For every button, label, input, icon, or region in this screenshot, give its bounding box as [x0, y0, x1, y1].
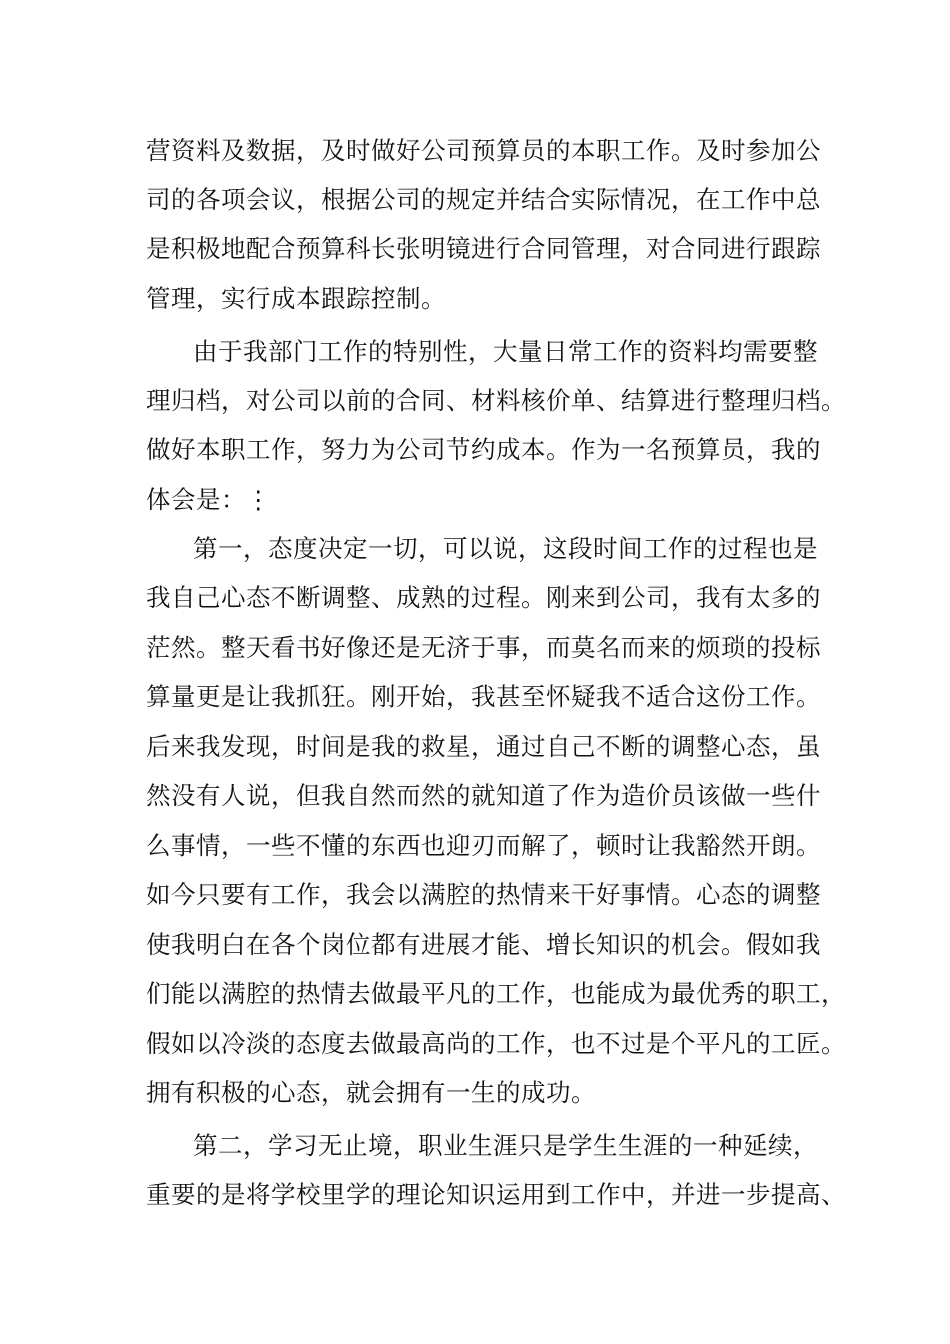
text-line: 营资料及数据，及时做好公司预算员的本职工作。及时参加公 — [146, 136, 821, 165]
text-line: 拥有积极的心态，就会拥有一生的成功。 — [146, 1078, 596, 1107]
paragraph-first-line: 第二，学习无止境，职业生涯只是学生生涯的一种延续， — [193, 1131, 818, 1160]
text-line: 理归档，对公司以前的合同、材料核价单、结算进行整理归档。 — [146, 386, 846, 415]
text-line: 们能以满腔的热情去做最平凡的工作，也能成为最优秀的职工， — [146, 979, 846, 1008]
text-line: 茫然。整天看书好像还是无济于事，而莫名而来的烦琐的投标 — [146, 633, 821, 662]
text-line: 算量更是让我抓狂。刚开始，我甚至怀疑我不适合这份工作。 — [146, 682, 821, 711]
text-line: 后来我发现，时间是我的救星，通过自己不断的调整心态，虽 — [146, 732, 821, 761]
text-line: 如今只要有工作，我会以满腔的热情来干好事情。心态的调整 — [146, 880, 821, 909]
text-line: 使我明白在各个岗位都有进展才能、增长知识的机会。假如我 — [146, 930, 821, 959]
paragraph-first-line: 第一，态度决定一切，可以说，这段时间工作的过程也是 — [193, 534, 818, 563]
text-line: 司的各项会议，根据公司的规定并结合实际情况，在工作中总 — [146, 185, 821, 214]
text-line: 假如以冷淡的态度去做最高尚的工作，也不过是个平凡的工匠。 — [146, 1029, 846, 1058]
text-line: 我自己心态不断调整、成熟的过程。刚来到公司，我有太多的 — [146, 583, 821, 612]
paragraph-first-line: 由于我部门工作的特别性，大量日常工作的资料均需要整 — [193, 337, 818, 366]
text-line: 体会是：⋮ — [146, 485, 271, 514]
text-line: 是积极地配合预算科长张明镜进行合同管理，对合同进行跟踪 — [146, 234, 821, 263]
text-line: 么事情，一些不懂的东西也迎刃而解了，顿时让我豁然开朗。 — [146, 831, 821, 860]
text-line: 重要的是将学校里学的理论知识运用到工作中，并进一步提高、 — [146, 1180, 846, 1209]
text-line: 然没有人说，但我自然而然的就知道了作为造价员该做一些什 — [146, 781, 821, 810]
text-line: 管理，实行成本跟踪控制。 — [146, 284, 446, 313]
text-line: 做好本职工作，努力为公司节约成本。作为一名预算员，我的 — [146, 435, 821, 464]
